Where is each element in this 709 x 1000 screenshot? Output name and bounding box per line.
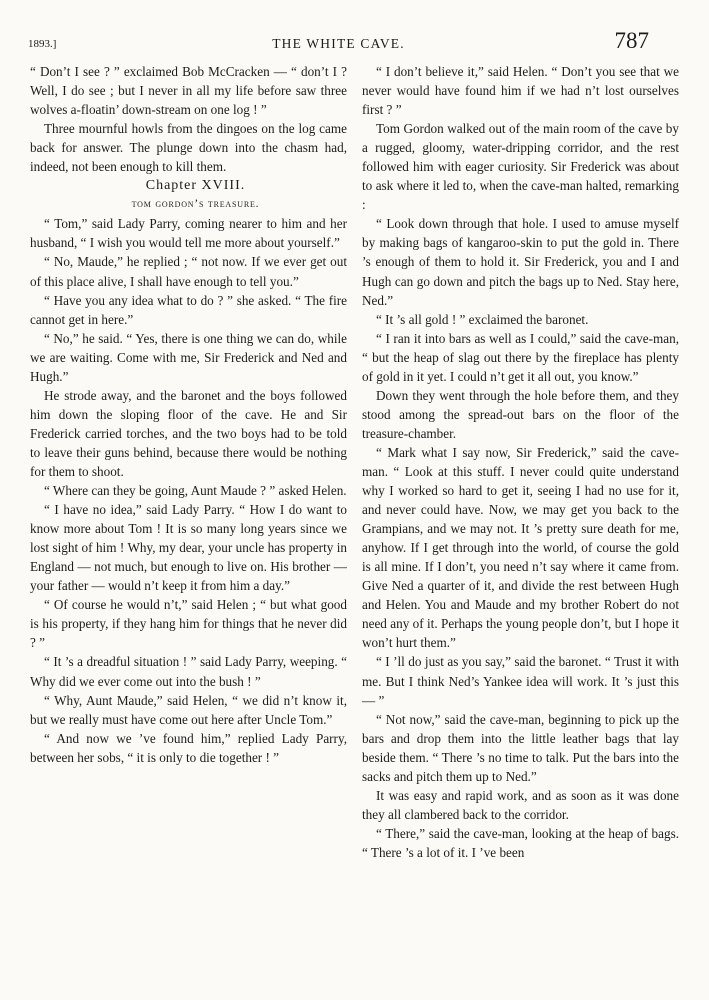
paragraph: “ Mark what I say now, Sir Frederick,” said the cave-man. “ Look at this stuff. I never could quite understand why I worked so hard to get it, seeing I had no use for it, and never could have. Now, we may get you back to the Grampians, and we may not. It ’s pretty sure death for me, anyhow. If I get through into the world, of course the gold is all mine. If I don’t, you need n’t say where it came from. Give Ned a quarter of it, and divide the rest between Hugh and Helen. You and Maude and my brother Robert do not need any of it. Perhaps the young people don’t, but I hope it won’t hurt them.”: [362, 444, 679, 651]
running-header: [28, 30, 649, 58]
paragraph: Tom Gordon walked out of the main room of the cave by a rugged, gloomy, water-dripping corridor, and the rest followed him with eager curiosity. Sir Frederick was about to ask where it led to, when the cave-man halted, remarking :: [362, 121, 679, 213]
paragraph: “ I have no idea,” said Lady Parry. “ How I do want to know more about Tom ! It is so many long years since we lost sight of him ! Why, my dear, your uncle has property in England — not much, but enough to live on. His brother — your father — would n’t keep it from him a day.”: [30, 502, 347, 594]
paragraph: “ It ’s all gold ! ” exclaimed the baronet.: [376, 311, 589, 327]
right-column: [362, 62, 679, 862]
chapter-subtitle: tom gordon’s treasure.: [131, 198, 260, 211]
paragraph: “ Not now,” said the cave-man, beginning to pick up the bars and drop them into the little leather bags that lay beside them. “ There ’s no time to talk. Put the bars into the sacks and pitch them up to Ned.”: [362, 711, 679, 784]
paragraph: Three mournful howls from the dingoes on the log came back for answer. The plunge down into the chasm had, indeed, not been enough to kill them.: [30, 121, 347, 175]
paragraph: “ Look down through that hole. I used to amuse myself by making bags of kangaroo-skin to put the gold in. There ’s enough of them to hold it. Sir Frederick, you and I and Hugh can go down and pitch the bags up to Ned. Stay here, Ned.”: [362, 216, 679, 308]
paragraph: “ No,” he said. “ Yes, there is one thing we can do, while we are waiting. Come with me, Sir Frederick and Ned and Hugh.”: [30, 330, 347, 384]
paragraph: “ Where can they be going, Aunt Maude ? ” asked Helen.: [44, 483, 347, 499]
page-number: 787: [614, 28, 649, 53]
paragraph: “ It ’s a dreadful situation ! ” said Lady Parry, weeping. “ Why did we ever come out into the bush ! ”: [30, 654, 347, 689]
left-column: [30, 62, 347, 767]
chapter-heading: Chapter XVIII.: [145, 178, 246, 194]
paragraph: Down they went through the hole before them, and they stood among the spread-out bars on the floor of the treasure-chamber.: [362, 387, 679, 441]
paragraph: He strode away, and the baronet and the boys followed him down the sloping floor of the cave. He and Sir Frederick carried torches, and the two boys had to be told to leave their guns behind, because there would be nothing for them to shoot.: [30, 387, 347, 479]
paragraph: “ And now we ’ve found him,” replied Lady Parry, between her sobs, “ it is only to die together ! ”: [30, 730, 347, 765]
paragraph: “ Have you any idea what to do ? ” she asked. “ The fire cannot get in here.”: [30, 292, 347, 327]
paragraph: “ No, Maude,” he replied ; “ not now. If we ever get out of this place alive, I shall have enough to tell you.”: [30, 254, 347, 289]
running-title: THE WHITE CAVE.: [272, 36, 405, 51]
paragraph: It was easy and rapid work, and as soon as it was done they all clambered back to the corridor.: [362, 787, 679, 822]
paragraph: “ I don’t believe it,” said Helen. “ Don’t you see that we never would have found him if we had n’t lost ourselves first ? ”: [362, 64, 679, 118]
paragraph: “ I ran it into bars as well as I could,” said the cave-man, “ but the heap of slag out there by the fireplace has plenty of gold in it yet. I could n’t get it all out, you know.”: [362, 330, 679, 384]
issue-date: 1893.]: [28, 38, 57, 50]
paragraph: “ I ’ll do just as you say,” said the baronet. “ Trust it with me. But I think Ned’s Yankee idea will work. It ’s just this — ”: [362, 654, 679, 708]
paragraph: “ Tom,” said Lady Parry, coming nearer to him and her husband, “ I wish you would tell me more about yourself.”: [30, 216, 347, 251]
paragraph: “ Why, Aunt Maude,” said Helen, “ we did n’t know it, but we really must have come out here after Uncle Tom.”: [30, 692, 347, 727]
paragraph: “ There,” said the cave-man, looking at the heap of bags. “ There ’s a lot of it. I ’ve been: [362, 825, 679, 860]
paragraph: “ Of course he would n’t,” said Helen ; “ but what good is his property, if they hang him for things that he never did ? ”: [30, 597, 347, 651]
paragraph: “ Don’t I see ? ” exclaimed Bob McCracken — “ don’t I ? Well, I do see ; but I never in all my life before saw three wolves a-floatin’ down-stream on one log ! ”: [30, 64, 347, 118]
